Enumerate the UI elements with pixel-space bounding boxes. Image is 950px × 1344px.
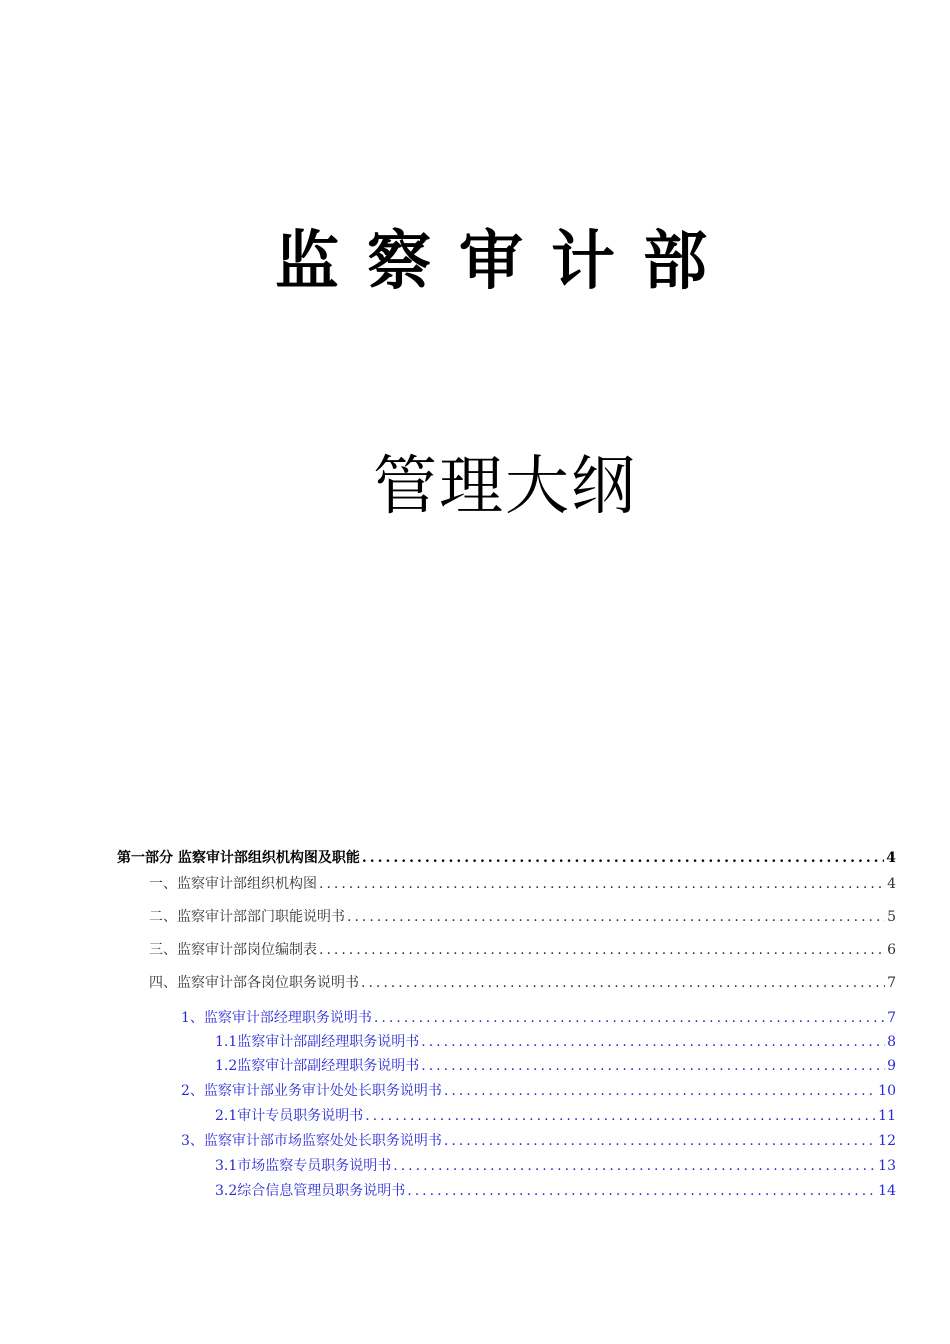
toc-label: 三、监察审计部岗位编制表: [149, 942, 317, 958]
toc-leader: [421, 1033, 885, 1051]
toc-leader: [319, 875, 885, 893]
toc-leader: [444, 1132, 876, 1150]
toc-leader: [444, 1082, 876, 1100]
toc-label: 1、监察审计部经理职务说明书: [181, 1010, 372, 1026]
toc-page-number: 7: [887, 1010, 896, 1026]
toc-page-number: 13: [878, 1158, 896, 1174]
toc-entry-part-1[interactable]: [117, 849, 896, 867]
toc-label: 1.2监察审计部副经理职务说明书: [215, 1058, 420, 1074]
toc-entry[interactable]: [181, 1132, 896, 1150]
document-subtitle: 管理大纲: [373, 450, 637, 524]
toc-label: 3.2综合信息管理员职务说明书: [215, 1183, 406, 1199]
toc-page-number: 8: [887, 1034, 896, 1050]
toc-leader: [347, 908, 885, 926]
toc-leader: [362, 849, 884, 867]
toc-entry[interactable]: [149, 875, 896, 893]
toc-label: 二、监察审计部部门职能说明书: [149, 909, 345, 925]
toc-page-number: 4: [886, 850, 896, 866]
toc-entry[interactable]: [215, 1182, 896, 1200]
toc-entry[interactable]: [181, 1009, 896, 1027]
toc-leader: [407, 1182, 876, 1200]
toc-page-number: 4: [887, 876, 896, 892]
toc-entry[interactable]: [215, 1157, 896, 1175]
toc-leader: [374, 1009, 885, 1027]
toc-entry[interactable]: [215, 1107, 896, 1125]
toc-label: 3.1市场监察专员职务说明书: [215, 1158, 392, 1174]
toc-label: 2.1审计专员职务说明书: [215, 1108, 364, 1124]
toc-entry[interactable]: [149, 941, 896, 959]
toc-label: 一、监察审计部组织机构图: [149, 876, 317, 892]
toc-page-number: 9: [887, 1058, 896, 1074]
toc-page-number: 14: [878, 1183, 896, 1199]
toc-label: 2、监察审计部业务审计处处长职务说明书: [181, 1083, 442, 1099]
document-title: 监察审计部: [275, 225, 735, 299]
toc-label: 四、监察审计部各岗位职务说明书: [149, 975, 359, 991]
toc-page-number: 6: [887, 942, 896, 958]
toc-entry[interactable]: [149, 908, 896, 926]
toc-entry[interactable]: [149, 974, 896, 992]
toc-page-number: 5: [887, 909, 896, 925]
toc-entry[interactable]: [215, 1057, 896, 1075]
toc-label: 3、监察审计部市场监察处处长职务说明书: [181, 1133, 442, 1149]
toc-leader: [319, 941, 885, 959]
toc-page-number: 10: [878, 1083, 896, 1099]
toc-leader: [421, 1057, 885, 1075]
toc-label: 第一部分 监察审计部组织机构图及职能: [117, 850, 360, 866]
toc-entry[interactable]: [215, 1033, 896, 1051]
toc-leader: [393, 1157, 876, 1175]
toc-page-number: 11: [878, 1108, 896, 1124]
toc-entry[interactable]: [181, 1082, 896, 1100]
toc-page-number: 7: [887, 975, 896, 991]
toc-page-number: 12: [878, 1133, 896, 1149]
toc-leader: [361, 974, 885, 992]
toc-label: 1.1监察审计部副经理职务说明书: [215, 1034, 420, 1050]
toc-leader: [365, 1107, 876, 1125]
